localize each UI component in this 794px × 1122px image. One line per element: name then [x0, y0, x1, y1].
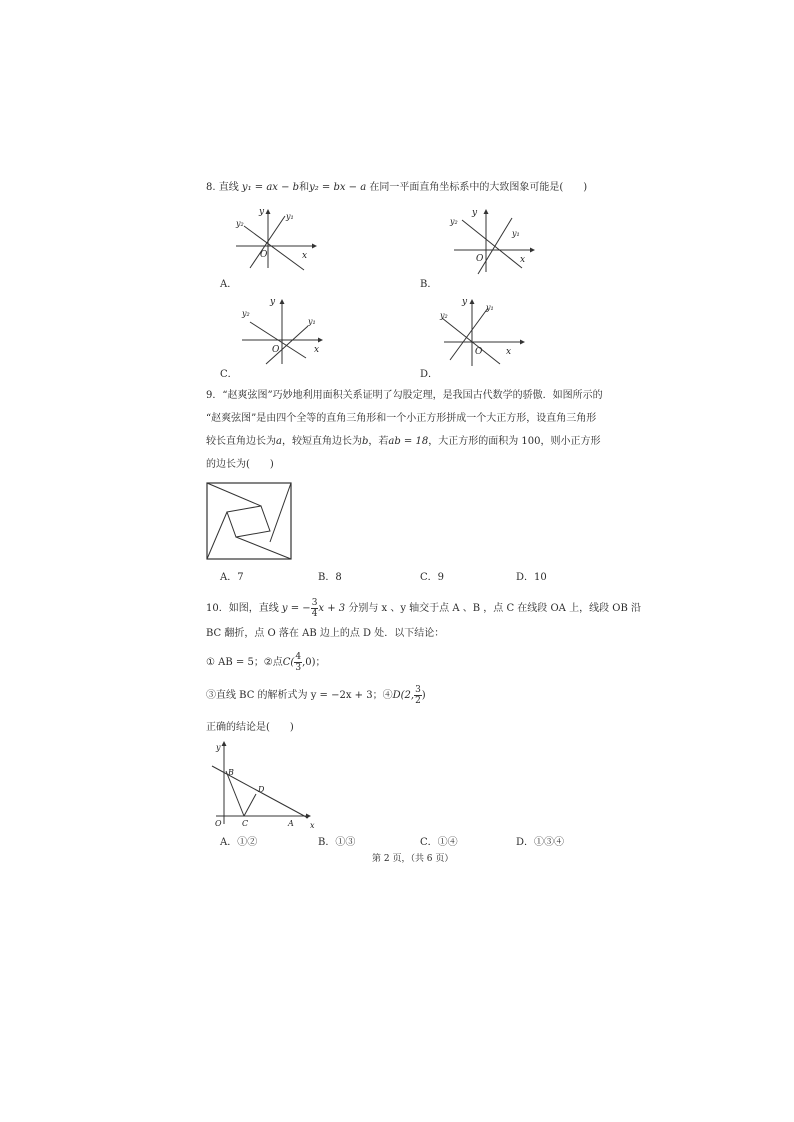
- q10-frac-den: 4: [311, 609, 318, 619]
- q9-line3-d: ，大正方形的面积为 100，则小正方形: [428, 436, 601, 447]
- q10-choice-d[interactable]: D．①③④: [516, 837, 565, 848]
- q10-c2-num: 4: [295, 652, 302, 662]
- q8-eq2: y₂ = bx − a: [309, 182, 367, 193]
- q8b-axis-x: x: [520, 255, 526, 265]
- q10-conclusions-1-2: [206, 650, 326, 676]
- q10-text-b: 分别与 x 、y 轴交于点 A 、B ，点 C 在线段 OA 上，线段 OB 沿: [348, 603, 641, 614]
- q10-eq-rhs: x + 3: [318, 603, 346, 614]
- q10-c4-post: ): [421, 690, 426, 701]
- q10-fig-a: A: [288, 819, 294, 828]
- q10-choice-b[interactable]: B．①③: [318, 837, 356, 848]
- q10-fig-b: B: [228, 768, 234, 777]
- q10-choice-a[interactable]: A．①②: [220, 837, 258, 848]
- q8-stem: [206, 181, 587, 195]
- q8-graph-c: [236, 298, 326, 368]
- q8-text-b: 和: [299, 182, 310, 193]
- q8b-line1: y₁: [512, 229, 520, 238]
- q10-fig-c: C: [242, 819, 249, 828]
- q10-choice-c[interactable]: C．①④: [420, 837, 458, 848]
- q10-fig-y: y: [216, 743, 221, 752]
- q10-c4-den: 2: [415, 696, 421, 706]
- q9-line3-c: ，若: [368, 436, 389, 447]
- q8-eq1: y₁ = ax − b: [241, 182, 300, 193]
- q8-option-c[interactable]: C．: [220, 369, 238, 380]
- q8a-origin: O: [260, 250, 268, 260]
- q10-fig-d: D: [258, 785, 265, 794]
- q9-var-b: b: [361, 436, 369, 447]
- q10-fig-o: O: [215, 819, 222, 828]
- q8-number: 8.: [206, 182, 216, 193]
- q8-graph-d: [438, 298, 528, 370]
- q8c-axis-x: x: [314, 345, 320, 355]
- q10-c4-num: 3: [415, 685, 421, 695]
- q9-line3-b: ，较短直角边长为: [281, 436, 362, 447]
- q9-choice-b[interactable]: B．8: [318, 572, 342, 583]
- q8d-axis-x: x: [506, 347, 512, 357]
- q10-text-a: 如图，直线: [228, 603, 279, 614]
- q8-option-b[interactable]: B．: [420, 279, 438, 290]
- q9-choice-d[interactable]: D．10: [516, 572, 547, 583]
- q9-choice-c[interactable]: C．9: [420, 572, 445, 583]
- q9-line2: “赵爽弦图”是由四个全等的直角三角形和一个小正方形拼成一个大正方形，设直角三角形: [206, 413, 597, 424]
- q8d-line1: y₁: [486, 303, 494, 312]
- q10-c2-pre: C(: [282, 657, 295, 668]
- q9-line4: 的边长为( ): [206, 459, 274, 470]
- q10-c4-pre: D(2,: [392, 690, 415, 701]
- q8b-line2: y₂: [450, 217, 458, 226]
- q10-question: 正确的结论是( ): [206, 722, 294, 733]
- q10-frac-num: 3: [311, 598, 318, 608]
- q10-c4-frac: [414, 685, 422, 706]
- q9-line1: [206, 389, 603, 403]
- q9-number: 9．: [206, 390, 223, 401]
- q8c-line2: y₂: [242, 309, 250, 318]
- q10-c1: ① AB = 5；②点: [206, 657, 283, 668]
- q10-figure: [206, 738, 316, 828]
- q8b-origin: O: [476, 254, 484, 264]
- q8c-origin: O: [272, 345, 280, 355]
- q10-eq-lhs: y = −: [281, 603, 311, 614]
- q9-zhaoshuang-figure: [206, 482, 292, 560]
- q8a-line1: y₁: [286, 212, 294, 221]
- page-footer: 第 2 页，（共 6 页）: [372, 854, 454, 864]
- q8-text-a: 直线: [218, 182, 239, 193]
- q10-line1: [206, 596, 641, 622]
- q9-eq: ab = 18: [388, 436, 429, 447]
- q8d-line2: y₂: [440, 311, 448, 320]
- q8c-axis-y: y: [270, 297, 276, 307]
- q9-text-line1: “赵爽弦图”巧妙地利用面积关系证明了勾股定理，是我国古代数学的骄傲．如图所示的: [222, 390, 603, 401]
- q8-graph-a: [230, 206, 320, 272]
- q9-var-a: a: [276, 436, 282, 447]
- q10-number: 10．: [206, 603, 229, 614]
- q9-choice-a[interactable]: A．7: [220, 572, 244, 583]
- q10-fig-x: x: [310, 821, 315, 830]
- q8-option-a[interactable]: A．: [220, 279, 238, 290]
- q8a-line2: y₂: [236, 219, 244, 228]
- q8b-axis-y: y: [472, 208, 478, 218]
- q9-line3-a: 较长直角边长为: [206, 436, 276, 447]
- q10-conclusions-3-4: [206, 683, 426, 709]
- q8a-axis-x: x: [302, 251, 308, 261]
- q10-c2-post: ,0)；: [302, 657, 326, 668]
- q8a-axis-y: y: [259, 207, 265, 217]
- q10-c2-den: 3: [295, 663, 302, 673]
- q8d-origin: O: [475, 347, 483, 357]
- q8-graph-b: [448, 206, 538, 276]
- q10-c3: ③直线 BC 的解析式为 y = −2x + 3；④: [206, 690, 393, 701]
- q10-c2-frac: [294, 652, 302, 673]
- q8d-axis-y: y: [462, 297, 468, 307]
- q10-line2: BC 翻折，点 O 落在 AB 边上的点 D 处．以下结论：: [206, 628, 445, 639]
- q8-text-c: 在同一平面直角坐标系中的大致图象可能是( ): [369, 182, 588, 193]
- q9-line3: [206, 435, 600, 449]
- q8-option-d[interactable]: D．: [420, 369, 439, 380]
- q8c-line1: y₁: [308, 317, 316, 326]
